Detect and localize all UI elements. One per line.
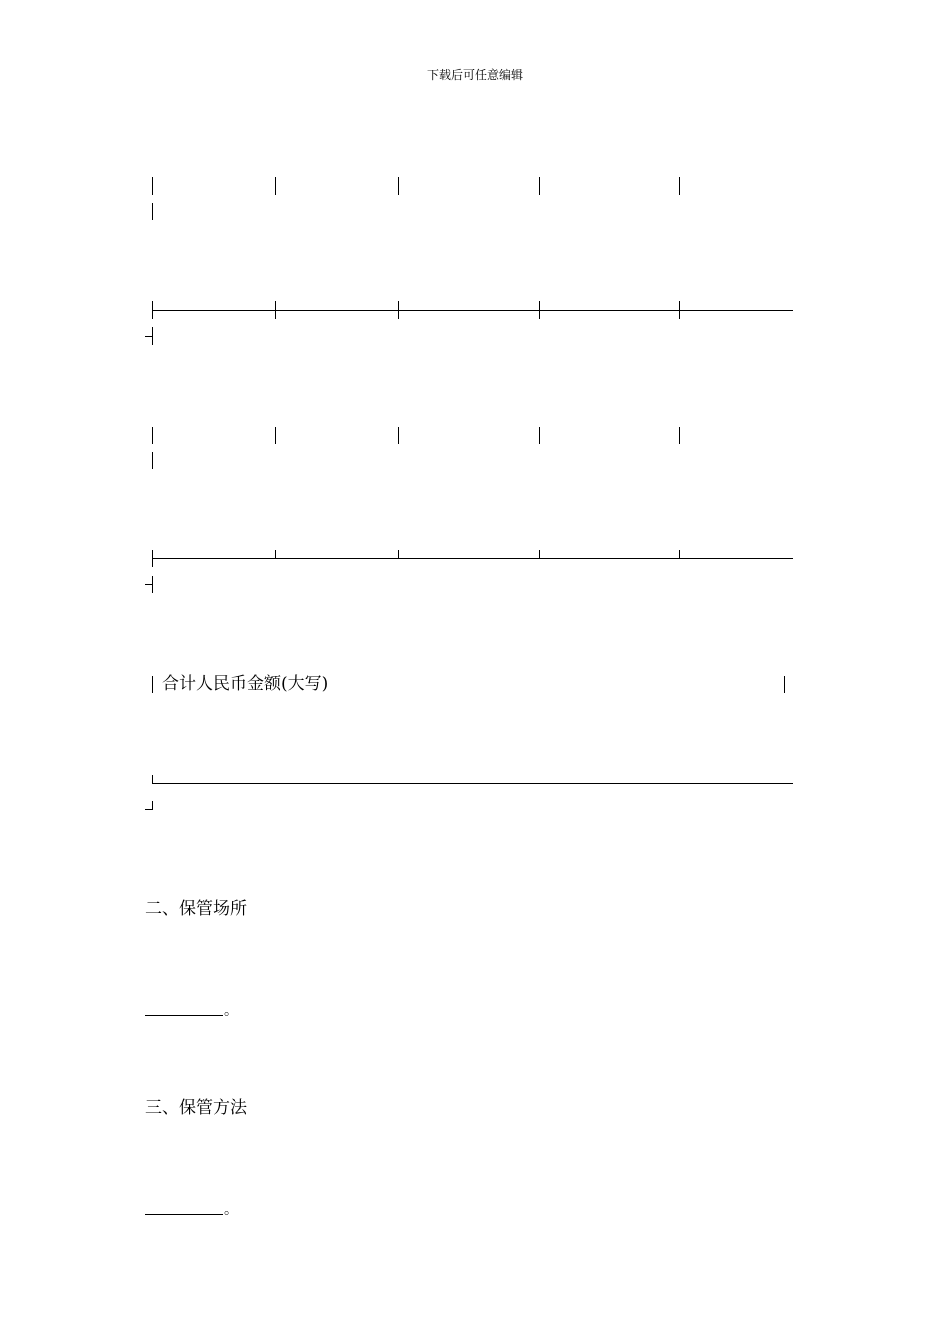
fill-in-blank[interactable] xyxy=(145,1214,223,1215)
horizontal-rule xyxy=(152,783,793,784)
junction-mark xyxy=(539,550,540,559)
column-separator xyxy=(152,427,153,444)
column-separator xyxy=(679,427,680,444)
junction-mark xyxy=(679,550,680,559)
junction-mark xyxy=(398,550,399,559)
column-separator xyxy=(152,177,153,195)
column-separator xyxy=(152,452,153,469)
junction-mark xyxy=(539,301,540,319)
junction-mark xyxy=(398,301,399,319)
column-separator xyxy=(152,676,153,693)
column-separator xyxy=(398,427,399,444)
fill-in-blank[interactable] xyxy=(145,1015,223,1016)
sentence-end: 。 xyxy=(224,1202,238,1218)
section-heading: 三、保管方法 xyxy=(145,1098,247,1118)
junction-mark xyxy=(275,550,276,559)
total-amount-label: 合计人民币金额(大写) xyxy=(162,674,329,694)
page-header-note: 下载后可任意编辑 xyxy=(426,68,523,82)
column-separator xyxy=(539,427,540,444)
column-separator xyxy=(539,177,540,195)
column-separator xyxy=(152,203,153,220)
corner-stub xyxy=(145,809,153,810)
column-separator xyxy=(275,427,276,444)
sentence-end: 。 xyxy=(224,1003,238,1019)
section-heading: 二、保管场所 xyxy=(145,899,247,919)
junction-mark xyxy=(275,301,276,319)
junction-mark xyxy=(152,550,153,567)
junction-mark xyxy=(152,301,153,319)
horizontal-rule xyxy=(152,310,793,311)
corner-stub xyxy=(152,327,153,345)
column-separator xyxy=(679,177,680,195)
column-separator xyxy=(784,676,785,693)
column-separator xyxy=(398,177,399,195)
column-separator xyxy=(275,177,276,195)
corner-stub xyxy=(152,576,153,593)
junction-mark xyxy=(679,301,680,319)
horizontal-rule xyxy=(152,558,793,559)
